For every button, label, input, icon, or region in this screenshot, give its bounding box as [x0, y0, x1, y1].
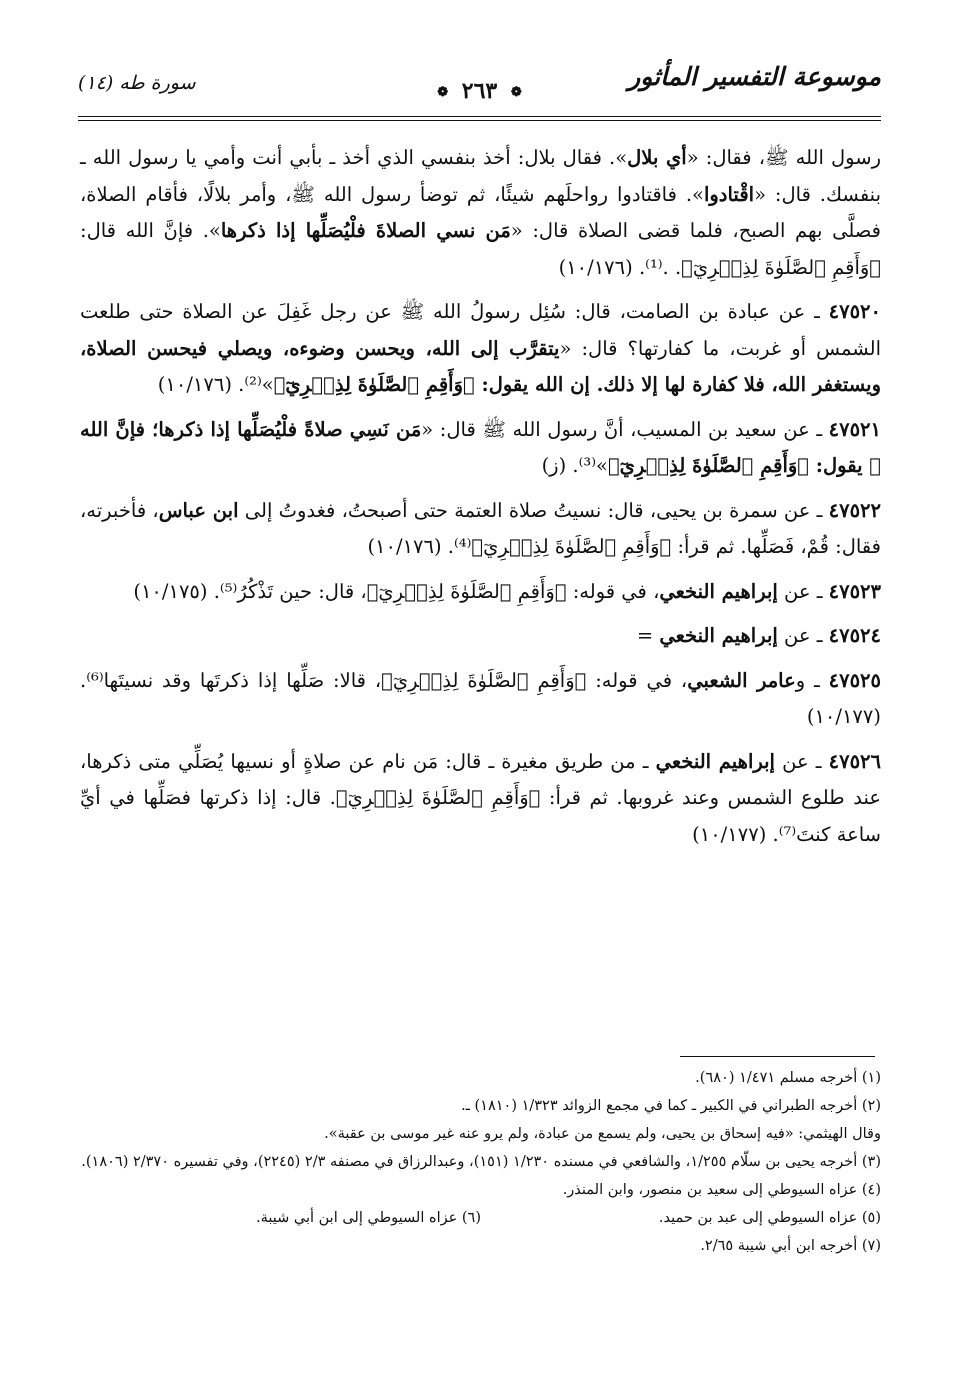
hadith-number: ٤٧٥٢٣: [828, 579, 881, 603]
text-run: إبراهيم النخعي: [659, 624, 778, 647]
text-run: »⁽³⁾. (ز): [541, 454, 608, 477]
text-run: ـ عن عبادة بن الصامت، قال: سُئِل رسولُ الله ﷺ عن رجل غَفِلَ عن الصلاة حتى طلعت الشمس أو غربت، ما كفارتها؟ قال: «: [80, 300, 881, 360]
main-text: [80, 140, 881, 861]
text-run: ». فإنَّ الله قال: ﴿وَأَقِمِ ٱلصَّلَوٰةَ لِذِكۡرِيٓ﴾. .⁽¹⁾. (١٠/١٧٦): [80, 219, 881, 279]
running-title: موسوعة التفسير المأثور: [628, 62, 881, 91]
footnote: (٥) عزاه السيوطي إلى عبد بن حميد.: [658, 1210, 881, 1226]
footnotes: [80, 1064, 881, 1260]
text-run: ـ عن: [777, 624, 829, 647]
text-run: ، في قوله: ﴿وَأَقِمِ ٱلصَّلَوٰةَ لِذِكۡرِيٓ﴾، قالا: صَلِّها إذا ذكرتَها وقد نسيتَها⁽⁶⁾. (١٠/١٧٧): [80, 668, 881, 728]
text-run: مَن نسي الصلاةَ فلْيُصَلِّها إذا ذكرها: [220, 219, 511, 242]
text-run: ـ عن: [777, 579, 829, 603]
hadith-paragraph: [80, 140, 881, 286]
hadith-paragraph: [80, 663, 881, 736]
footnote: (٤) عزاه السيوطي إلى سعيد بن منصور، وابن المنذر.: [562, 1182, 881, 1198]
header-rule: [78, 116, 881, 117]
page-header: [78, 62, 881, 106]
footnote: (٦) عزاه السيوطي إلى ابن أبي شيبة.: [255, 1210, 481, 1226]
footnote: (٣) أخرجه يحيى بن سلّام ١/٢٥٥، والشافعي في مسنده ١/٢٣٠ (١٥١)، وعبدالرزاق في مصنفه ٢/٣ (٢٢٤٥)، وفي تفسيره ٢/٣٧٠ (١٨٠٦).: [81, 1154, 881, 1170]
hadith-paragraph: [80, 574, 881, 611]
hadith-paragraph: [80, 493, 881, 566]
text-run: ـ عن سمرة بن يحيى، قال: نسيتُ صلاة العتمة حتى أصبحتُ، فغدوتُ إلى: [238, 498, 829, 522]
text-run: ابن عباس: [158, 498, 239, 522]
page-number: ٢٦٣: [461, 78, 498, 104]
text-run: »⁽²⁾. (١٠/١٧٦): [157, 373, 274, 396]
text-run: ، في قوله: ﴿وَأَقِمِ ٱلصَّلَوٰةَ لِذِكۡرِيٓ﴾، قال: حين تَذْكُرُ⁽⁵⁾. (١٠/١٧٥): [133, 579, 660, 603]
text-run: ـ و: [795, 668, 829, 692]
hadith-number: ٤٧٥٢١: [828, 417, 881, 441]
text-run: مَن نَسِي صلاةً فلْيُصَلِّها إذا ذكرها؛ فإنَّ الله ﷻ يقول: ﴿وَأَقِمِ ٱلصَّلَوٰةَ لِذِكۡرِيٓ﴾: [80, 417, 881, 477]
text-run: =: [636, 624, 660, 647]
footnote: وقال الهيثمي: «فيه إسحاق بن يحيى، ولم يسمع من عبادة، ولم يرو عنه غير موسى بن عقبة».: [324, 1126, 881, 1142]
hadith-paragraph: [80, 294, 881, 404]
footnote-row: [80, 1204, 881, 1232]
hadith-paragraph: [80, 412, 881, 485]
surah-label: سورة طه (١٤): [78, 72, 196, 94]
header-rule-thin: [78, 120, 881, 121]
footnote: (٧) أخرجه ابن أبي شيبة ٢/٦٥.: [700, 1238, 881, 1254]
text-run: رسول الله ﷺ، فقال: «: [686, 146, 881, 169]
hadith-paragraph: [80, 618, 881, 655]
text-run: ـ عن: [774, 749, 829, 773]
hadith-number: ٤٧٥٢٠: [828, 300, 881, 323]
page-number-block: [338, 78, 621, 104]
hadith-number: ٤٧٥٢٤: [828, 624, 881, 647]
text-run: ـ من طريق مغيرة ـ قال: مَن نام عن صلاةٍ أو نسيها يُصَلِّي متى ذكرها، عند طلوع الشمس وعند غروبها. ثم قرأ: ﴿وَأَقِمِ ٱلصَّلَوٰةَ لِذِكۡرِيٓ﴾. قال: إذا ذكرتها فصَلِّها في أيِّ ساعة كنتَ⁽⁷⁾. (١٠/١٧٧): [80, 749, 881, 846]
text-run: أي بلال: [627, 146, 687, 169]
ornament-icon: ❁: [437, 84, 449, 100]
footnote: (٢) أخرجه الطبراني في الكبير ـ كما في مجمع الزوائد ١/٣٢٣ (١٨١٠) ـ.: [461, 1098, 881, 1114]
hadith-paragraph: [80, 744, 881, 854]
text-run: عامر الشعبي: [687, 668, 796, 692]
text-run: ». فاقتادوا رواحلَهم شيئًا، ثم توضأ رسول الله ﷺ، وأمر بلالًا، فأقام الصلاة، فصلَّى بهم الصبح، فلما قضى الصلاة قال: «: [80, 182, 882, 242]
text-run: اقْتادوا: [703, 182, 755, 206]
hadith-number: ٤٧٥٢٦: [828, 749, 881, 773]
text-run: إبراهيم النخعي: [659, 579, 778, 603]
text-run: ». فقال بلال: أخذ بنفسي الذي أخذ ـ بأبي أنت وأمي يا رسول الله ـ بنفسك. قال: «: [80, 146, 881, 206]
text-run: إبراهيم النخعي: [655, 749, 775, 773]
footnote-separator: [680, 1056, 875, 1057]
text-run: ، فأخبرته، فقال: قُمْ، فَصَلِّها. ثم قرأ: ﴿وَأَقِمِ ٱلصَّلَوٰةَ لِذِكۡرِيٓ﴾⁽⁴⁾. (١٠/١٧٦): [80, 498, 881, 558]
ornament-icon: ❁: [510, 84, 522, 100]
text-run: يتقرَّب إلى الله، ويحسن وضوءه، ويصلي فيحسن الصلاة، ويستغفر الله، فلا كفارة لها إلا ذلك. إن الله يقول: ﴿وَأَقِمِ ٱلصَّلَوٰةَ لِذِكۡرِيٓ﴾: [80, 336, 881, 396]
footnote: (١) أخرجه مسلم ١/٤٧١ (٦٨٠).: [695, 1070, 881, 1086]
hadith-number: ٤٧٥٢٢: [828, 498, 881, 522]
text-run: ـ عن سعيد بن المسيب، أنَّ رسول الله ﷺ قال: «: [421, 417, 829, 441]
hadith-number: ٤٧٥٢٥: [828, 668, 881, 692]
